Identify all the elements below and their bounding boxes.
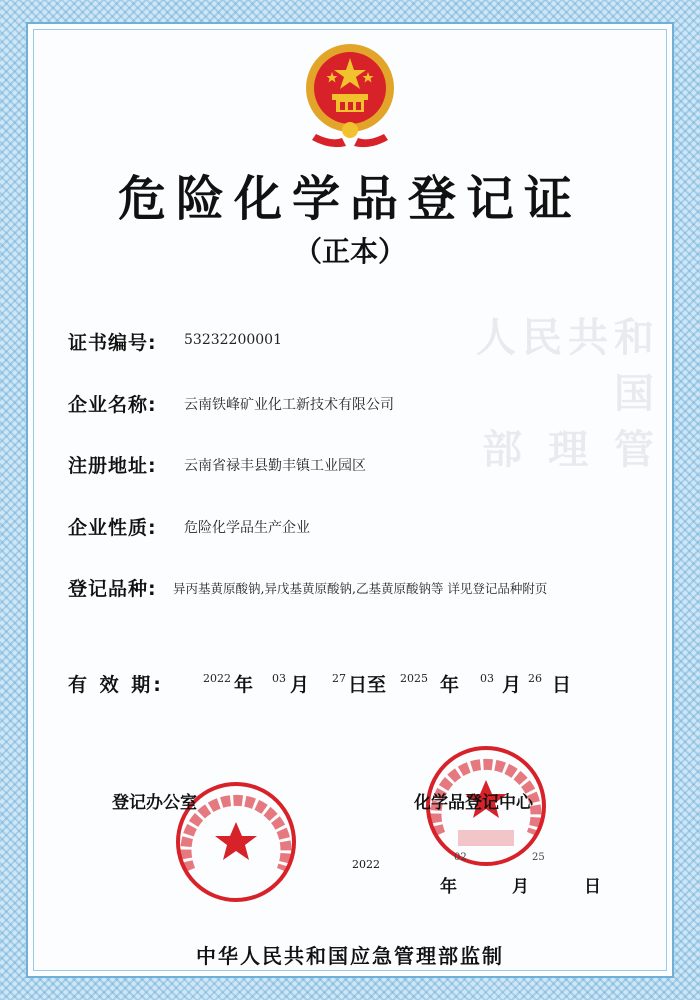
start-day: 27	[332, 672, 346, 685]
end-ri: 日	[552, 674, 572, 696]
issue-day: 25	[532, 852, 545, 863]
national-emblem-icon	[302, 42, 398, 150]
validity-label: 有 效 期:	[68, 674, 164, 696]
certificate-subtitle: （正本）	[293, 235, 406, 268]
watermark: 人民共和国 部 理 管	[476, 315, 660, 473]
company-label: 企业名称:	[68, 394, 157, 416]
address-value: 云南省禄丰县勤丰镇工业园区	[184, 458, 366, 474]
certificate-title: 危险化学品登记证	[117, 171, 582, 227]
company-value: 云南铁峰矿业化工新技术有限公司	[184, 397, 394, 413]
start-ri-zhi: 日至	[348, 674, 387, 696]
issue-month: 02	[454, 852, 467, 863]
end-month: 03	[480, 672, 494, 685]
products-label: 登记品种:	[68, 578, 157, 600]
end-day: 26	[528, 672, 542, 685]
start-yue: 月	[290, 674, 310, 696]
end-nian: 年	[440, 674, 460, 696]
start-month: 03	[272, 672, 286, 685]
end-year: 2025	[400, 672, 428, 685]
cert-no-value: 53232200001	[184, 332, 282, 348]
start-nian: 年	[234, 674, 254, 696]
address-label: 注册地址:	[68, 455, 157, 477]
validity-row	[68, 670, 648, 706]
footer-supervisor: 中华人民共和国应急管理部监制	[196, 944, 504, 968]
cert-no-label: 证书编号:	[68, 332, 157, 354]
nature-label: 企业性质:	[68, 517, 157, 539]
start-year: 2022	[203, 672, 231, 685]
right-office-label: 化学品登记中心	[414, 793, 533, 813]
issue-nian: 年	[440, 877, 457, 897]
issue-ri: 日	[584, 877, 601, 897]
end-yue: 月	[502, 674, 522, 696]
nature-value: 危险化学品生产企业	[184, 520, 310, 536]
issue-year: 2022	[352, 858, 380, 871]
left-office-label: 登记办公室	[112, 793, 197, 813]
issue-yue: 月	[512, 877, 529, 897]
products-value: 异丙基黄原酸钠,异戊基黄原酸钠,乙基黄原酸钠等 详见登记品种附页	[173, 581, 548, 596]
